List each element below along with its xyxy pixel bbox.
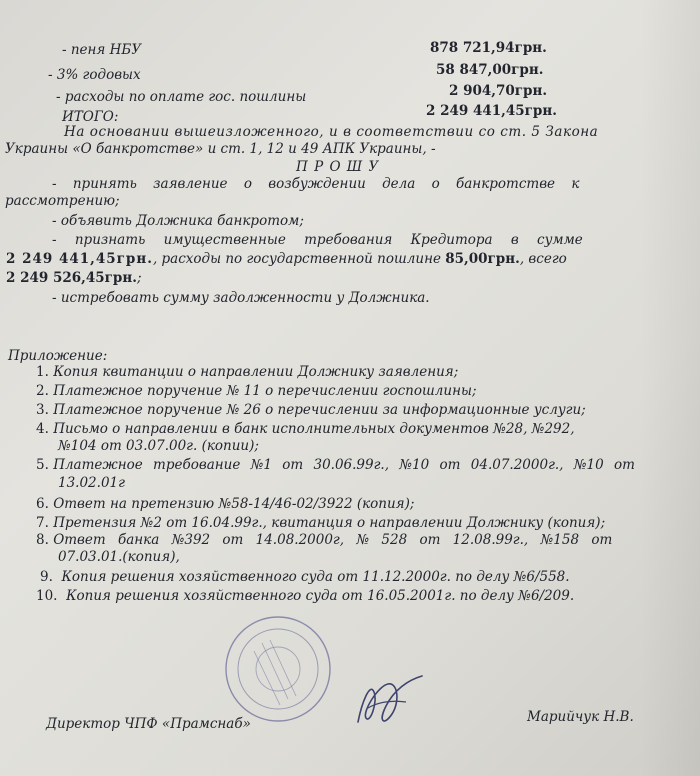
penalty-amount-annual: 58 847,00грн. <box>436 62 544 78</box>
director-position: Директор ЧПФ «Прамснаб» <box>46 716 251 732</box>
attachment-item: 7. Претензия №2 от 16.04.99г., квитанция о направлении Должнику (копия); <box>36 515 606 531</box>
attachment-item: 4. Письмо о направлении в банк исполнительных документов №28, №292, <box>36 421 575 437</box>
paper-shadow <box>640 0 700 776</box>
basis-line-2: Украины «О банкротстве» и ст. 1, 12 и 49 АПК Украины, - <box>5 141 436 157</box>
request-2: - объявить Должника банкротом; <box>52 213 304 229</box>
handwritten-signature <box>348 672 428 732</box>
request-heading: П Р О Ш У <box>296 159 380 175</box>
attachments-title: Приложение: <box>8 348 108 364</box>
request-3-line-1: - признать имущественные требования Кредитора в сумме <box>52 232 583 248</box>
attachment-item: 9. Копия решения хозяйственного суда от 11.12.2000г. по делу №6/558. <box>40 569 570 585</box>
attachment-item: 3. Платежное поручение № 26 о перечислении за информационные услуги; <box>36 402 586 418</box>
penalty-amount-fee: 2 904,70грн. <box>449 83 548 99</box>
attachment-item-continuation: 13.02.01г <box>58 475 125 491</box>
attachment-item: 6. Ответ на претензию №58-14/46-02/3922 (копия); <box>36 496 415 512</box>
penalty-label-fee: - расходы по оплате гос. пошлины <box>56 89 307 105</box>
penalty-amount-nbu: 878 721,94грн. <box>430 40 547 56</box>
total-amount: 2 249 441,45грн. <box>426 103 557 119</box>
attachment-item: 8. Ответ банка №392 от 14.08.2000г, № 528 от 12.08.99г., №158 от <box>36 532 613 548</box>
request-1-line-2: рассмотрению; <box>5 193 120 209</box>
attachment-item: 2. Платежное поручение № 11 о перечислении госпошлины; <box>36 383 477 399</box>
attachment-item: 1. Копия квитанции о направлении Должнику заявления; <box>36 364 459 380</box>
request-3-line-3: 2 249 526,45грн.; <box>6 270 142 286</box>
director-name: Марийчук Н.В. <box>527 709 634 725</box>
request-3-line-2: 2 249 441,45грн., расходы по государственной пошлине 85,00грн., всего <box>6 251 567 267</box>
attachment-item: 10. Копия решения хозяйственного суда от 16.05.2001г. по делу №6/209. <box>36 588 575 604</box>
round-seal-stamp <box>222 613 334 725</box>
penalty-label-annual: - 3% годовых <box>48 67 141 83</box>
penalty-label-nbu: - пеня НБУ <box>62 42 142 58</box>
attachment-item: 5. Платежное требование №1 от 30.06.99г., №10 от 04.07.2000г., №10 от <box>36 457 635 473</box>
request-4: - истребовать сумму задолженности у Должника. <box>52 290 430 306</box>
request-1-line-1: - принять заявление о возбуждении дела о банкротстве к <box>52 176 580 192</box>
basis-line-1: На основании вышеизложенного, и в соответствии со ст. 5 Закона <box>64 124 599 140</box>
attachment-item-continuation: 07.03.01.(копия), <box>58 549 180 565</box>
total-label: ИТОГО: <box>62 109 119 125</box>
attachment-item-continuation: №104 от 03.07.00г. (копии); <box>58 438 259 454</box>
